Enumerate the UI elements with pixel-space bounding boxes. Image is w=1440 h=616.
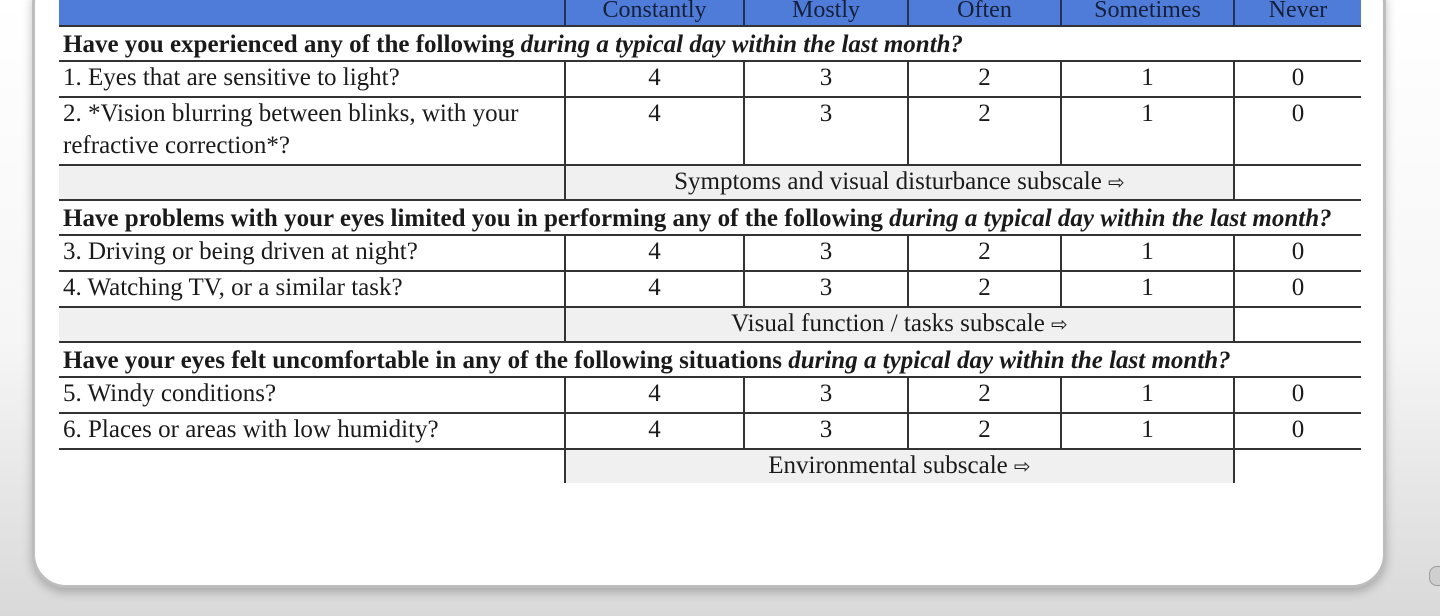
subscale-label-text: Symptoms and visual disturbance subscale bbox=[674, 168, 1102, 195]
score-cell[interactable]: 1 bbox=[1061, 377, 1234, 413]
score-cell[interactable]: 2 bbox=[908, 61, 1061, 97]
section-heading-plain: Have you experienced any of the following bbox=[63, 31, 521, 58]
score-cell[interactable]: 1 bbox=[1061, 61, 1234, 97]
section-heading-text bbox=[59, 342, 1361, 377]
header-never: Never bbox=[1234, 0, 1361, 26]
edge-handle[interactable] bbox=[1429, 566, 1440, 586]
header-mostly: Mostly bbox=[744, 0, 908, 26]
section-heading-text bbox=[59, 26, 1361, 61]
score-cell[interactable]: 2 bbox=[908, 271, 1061, 307]
subscale-label bbox=[565, 165, 1234, 200]
score-cell[interactable]: 1 bbox=[1061, 97, 1234, 165]
section-heading-plain: Have problems with your eyes limited you in performing any of the following bbox=[63, 205, 890, 232]
score-cell[interactable]: 3 bbox=[744, 97, 908, 165]
subscale-row bbox=[59, 307, 1361, 342]
score-cell[interactable]: 0 bbox=[1234, 235, 1361, 271]
section-heading bbox=[59, 200, 1361, 235]
section-heading-text bbox=[59, 200, 1361, 235]
question-text: 4. Watching TV, or a similar task? bbox=[59, 271, 565, 307]
subscale-label-text: Environmental subscale bbox=[768, 452, 1008, 479]
section-heading-italic: during a typical day within the last month? bbox=[788, 347, 1231, 374]
score-cell[interactable]: 0 bbox=[1234, 97, 1361, 165]
subscale-score-cell[interactable] bbox=[1234, 165, 1361, 200]
score-cell[interactable]: 1 bbox=[1061, 413, 1234, 449]
table-row bbox=[59, 235, 1361, 271]
question-text: 6. Places or areas with low humidity? bbox=[59, 413, 565, 449]
section-heading bbox=[59, 26, 1361, 61]
score-cell[interactable]: 4 bbox=[565, 413, 744, 449]
score-cell[interactable]: 4 bbox=[565, 61, 744, 97]
score-cell[interactable]: 2 bbox=[908, 97, 1061, 165]
subscale-row bbox=[59, 449, 1361, 483]
table-row bbox=[59, 413, 1361, 449]
table-row bbox=[59, 97, 1361, 165]
score-cell[interactable]: 0 bbox=[1234, 61, 1361, 97]
score-cell[interactable]: 2 bbox=[908, 413, 1061, 449]
score-cell[interactable]: 1 bbox=[1061, 271, 1234, 307]
score-cell[interactable]: 3 bbox=[744, 271, 908, 307]
section-heading-italic: during a typical day within the last month? bbox=[520, 31, 964, 58]
section-heading-plain: Have your eyes felt uncomfortable in any of the following situations bbox=[63, 347, 789, 374]
subscale-label bbox=[565, 307, 1234, 342]
header-row bbox=[59, 0, 1361, 26]
score-cell[interactable]: 4 bbox=[565, 377, 744, 413]
right-arrow-icon: ⇨ bbox=[1014, 454, 1031, 478]
score-cell[interactable]: 2 bbox=[908, 235, 1061, 271]
score-cell[interactable]: 1 bbox=[1061, 235, 1234, 271]
right-arrow-icon: ⇨ bbox=[1108, 170, 1125, 194]
score-cell[interactable]: 3 bbox=[744, 377, 908, 413]
question-text: 5. Windy conditions? bbox=[59, 377, 565, 413]
question-text: 3. Driving or being driven at night? bbox=[59, 235, 565, 271]
score-cell[interactable]: 4 bbox=[565, 97, 744, 165]
section-heading bbox=[59, 342, 1361, 377]
score-cell[interactable]: 4 bbox=[565, 271, 744, 307]
score-cell[interactable]: 2 bbox=[908, 377, 1061, 413]
score-cell[interactable]: 3 bbox=[744, 61, 908, 97]
header-often: Often bbox=[908, 0, 1061, 26]
questionnaire-card bbox=[32, 0, 1386, 588]
subscale-score-cell[interactable] bbox=[1234, 449, 1361, 483]
right-arrow-icon: ⇨ bbox=[1051, 312, 1068, 336]
section-heading-italic: during a typical day within the last month? bbox=[889, 205, 1332, 232]
table-row bbox=[59, 61, 1361, 97]
table-row bbox=[59, 271, 1361, 307]
question-text: 2. *Vision blurring between blinks, with your refractive correction*? bbox=[59, 97, 565, 165]
header-sometimes: Sometimes bbox=[1061, 0, 1234, 26]
subscale-row bbox=[59, 165, 1361, 200]
header-question bbox=[59, 0, 565, 26]
questionnaire-table bbox=[59, 0, 1361, 483]
score-cell[interactable]: 4 bbox=[565, 235, 744, 271]
subscale-label bbox=[565, 449, 1234, 483]
header-constantly: Constantly bbox=[565, 0, 744, 26]
subscale-spacer bbox=[59, 307, 565, 342]
subscale-label-text: Visual function / tasks subscale bbox=[731, 310, 1045, 337]
table-row bbox=[59, 377, 1361, 413]
score-cell[interactable]: 0 bbox=[1234, 413, 1361, 449]
score-cell[interactable]: 3 bbox=[744, 235, 908, 271]
question-text: 1. Eyes that are sensitive to light? bbox=[59, 61, 565, 97]
subscale-score-cell[interactable] bbox=[1234, 307, 1361, 342]
score-cell[interactable]: 0 bbox=[1234, 377, 1361, 413]
score-cell[interactable]: 0 bbox=[1234, 271, 1361, 307]
subscale-spacer bbox=[59, 165, 565, 200]
score-cell[interactable]: 3 bbox=[744, 413, 908, 449]
subscale-spacer bbox=[59, 449, 565, 483]
